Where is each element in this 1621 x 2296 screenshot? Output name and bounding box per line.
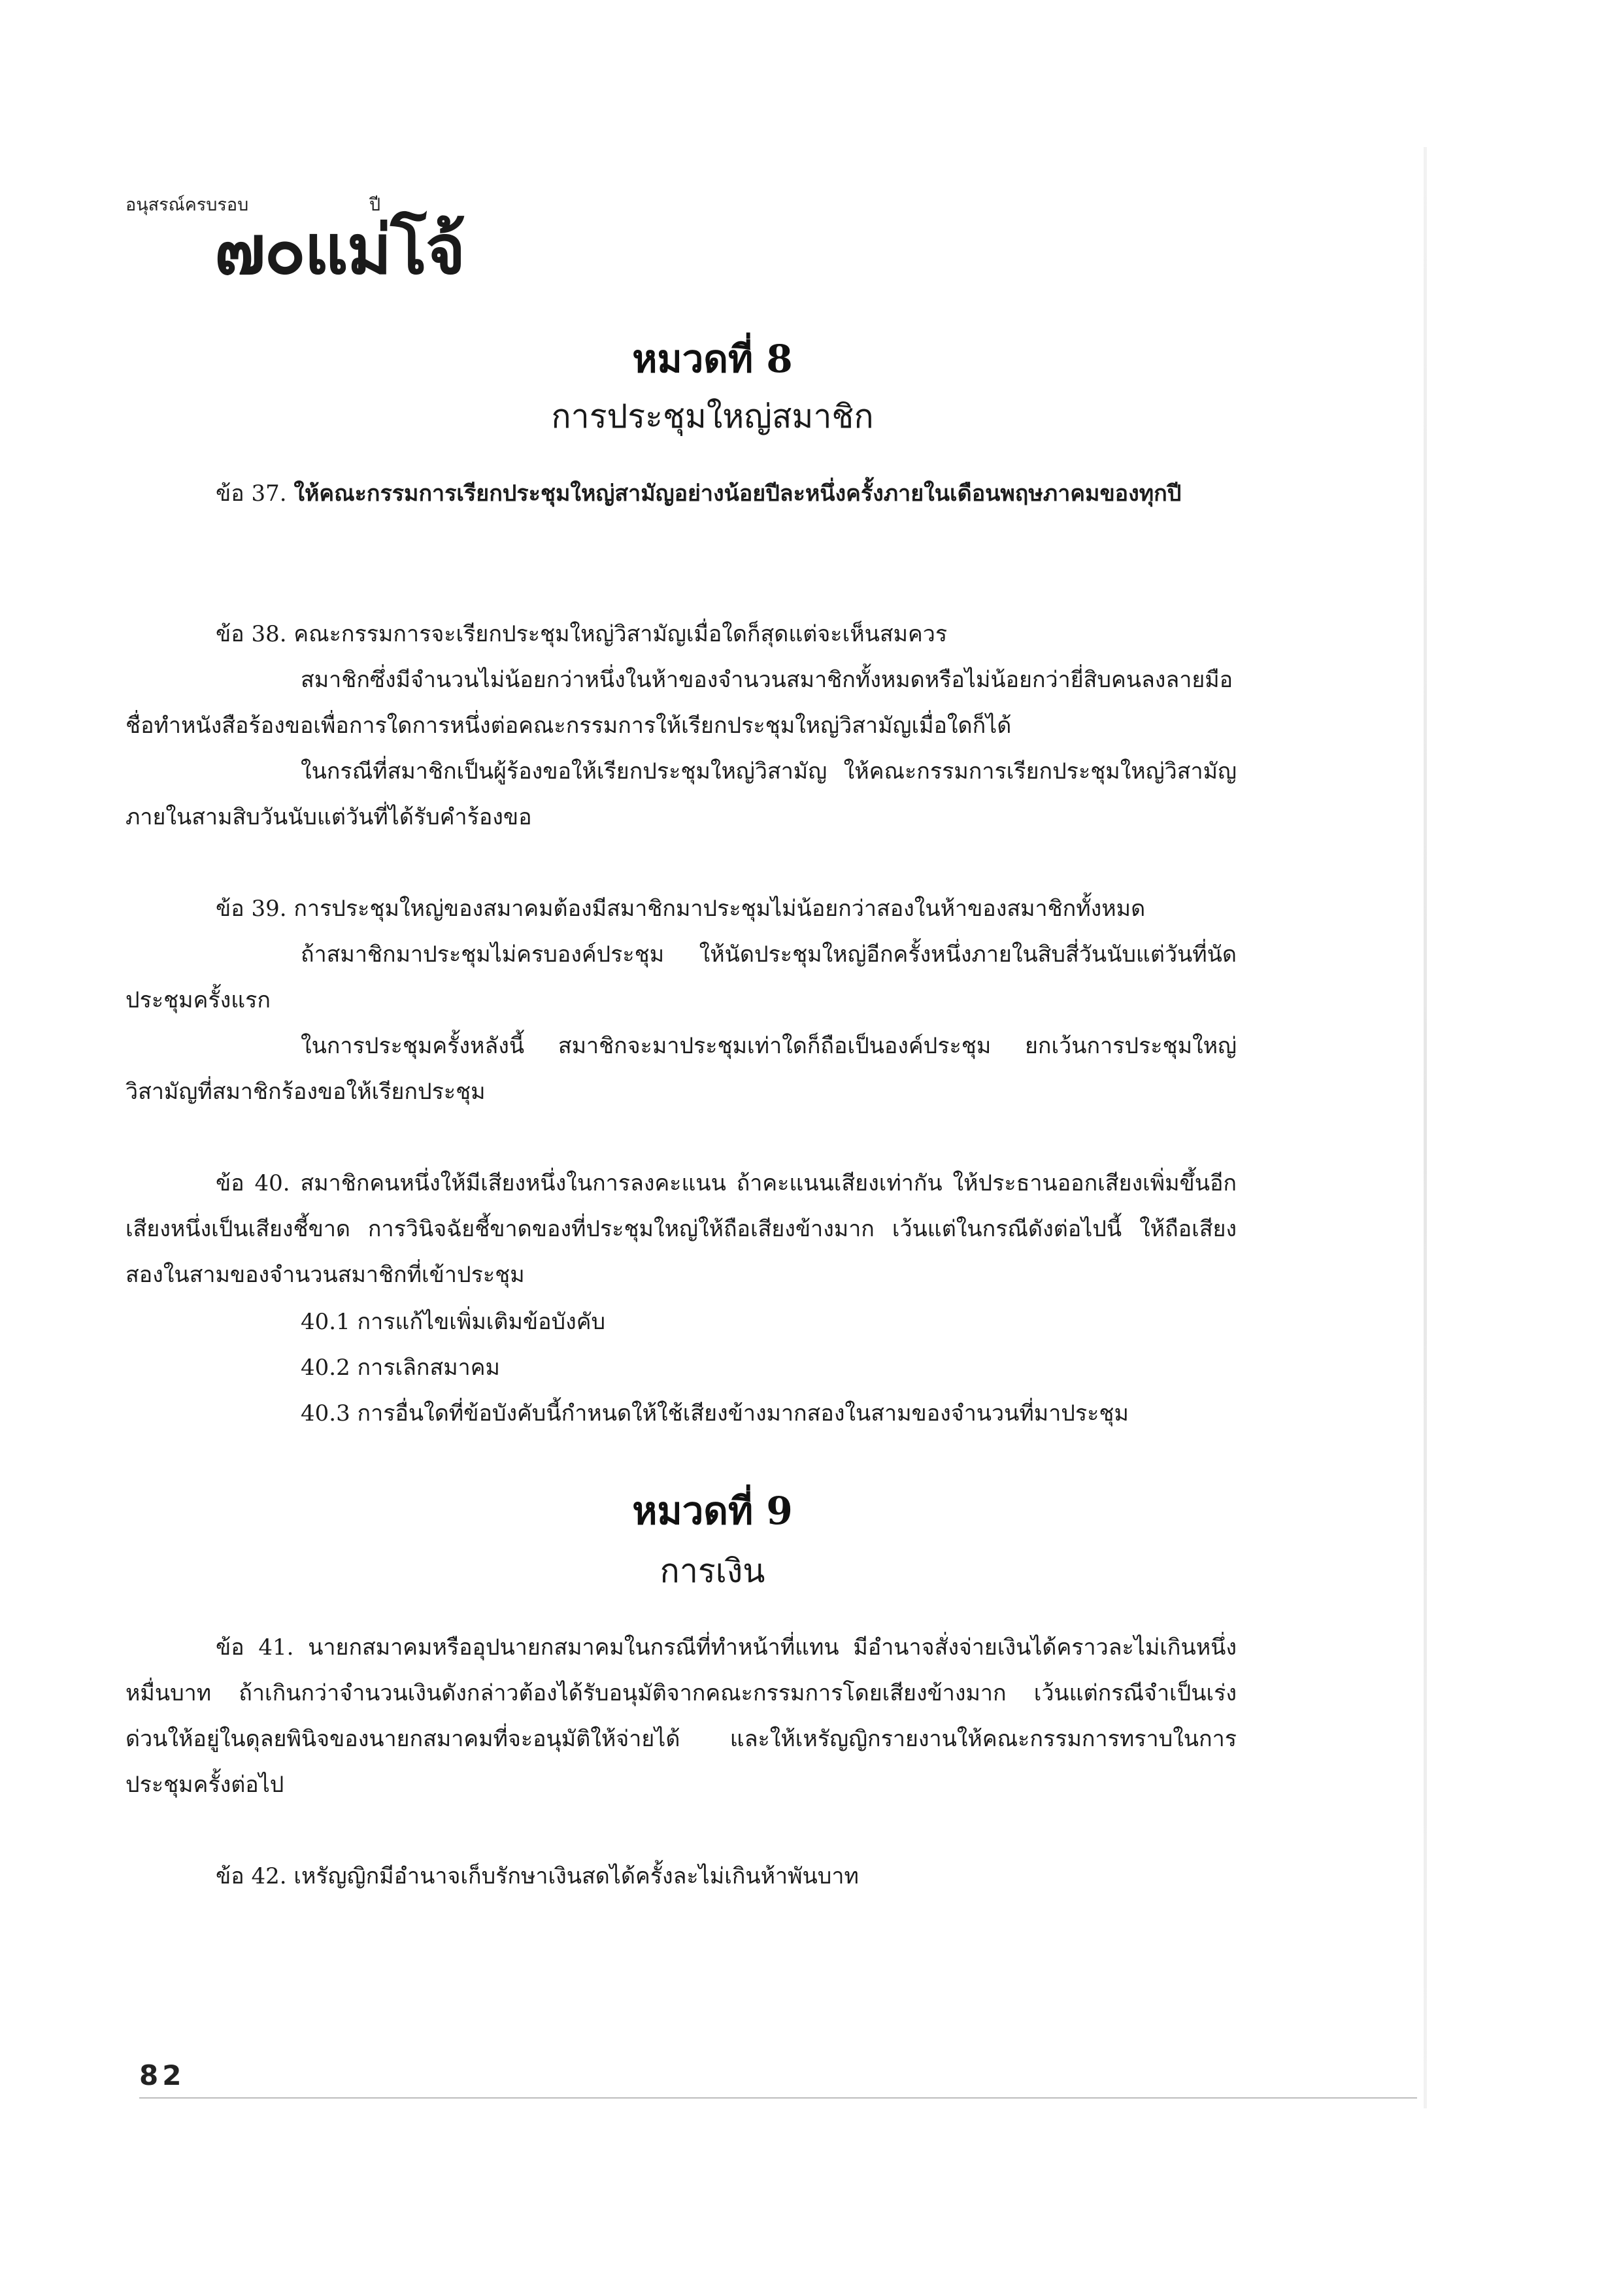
article-40-number: ข้อ 40. (216, 1170, 290, 1196)
article-39-para-1 (125, 886, 1237, 932)
article-40-item-2: 40.2 การเลิกสมาคม (301, 1355, 500, 1381)
anniversary-logo: ๗๐แม่โจ้ (214, 210, 465, 290)
page-number: 82 (139, 2059, 186, 2091)
article-41-text: นายกสมาคมหรืออุปนายกสมาคมในกรณีที่ทำหน้าที่แทน มีอำนาจสั่งจ่ายเงินได้คราวละไม่เกินหนึ่งหมื่นบาท ถ้าเกินกว่าจำนวนเงินดังกล่าวต้องได้รับอนุมัติจากคณะกรรมการโดยเสียงข้างมาก เว้นแต่กรณีจำเป็นเร่งด่วนให้อยู่ในดุลยพินิจของนายกสมาคมที่จะอนุมัติให้จ่ายได้ และให้เหรัญญิกรายงานให้คณะกรรมการทราบในการประชุมครั้งต่อไป (125, 1634, 1237, 1798)
article-39-number: ข้อ 39. (216, 896, 287, 922)
footer-rule (139, 2097, 1417, 2099)
article-40 (125, 1160, 1237, 1298)
logo-years-label: ปี (369, 195, 381, 215)
article-39-para-3 (125, 1023, 1237, 1115)
article-42-text: เหรัญญิกมีอำนาจเก็บรักษาเงินสดได้ครั้งละไม่เกินห้าพันบาท (293, 1863, 859, 1889)
article-39-para-2 (125, 932, 1237, 1023)
chapter-9-subtitle: การเงิน (660, 1552, 765, 1590)
article-41 (125, 1625, 1237, 1808)
article-38-para-2 (125, 657, 1237, 749)
article-38-para-3 (125, 749, 1237, 840)
article-42-number: ข้อ 42. (216, 1863, 287, 1889)
scan-edge-shadow (1424, 147, 1427, 2108)
article-37 (125, 471, 1237, 516)
article-40-text: สมาชิกคนหนึ่งให้มีเสียงหนึ่งในการลงคะแนน ถ้าคะแนนเสียงเท่ากัน ให้ประธานออกเสียงเพิ่มขึ้นอีกเสียงหนึ่งเป็นเสียงชี้ขาด การวินิจฉัยชี้ขาดของที่ประชุมใหญ่ให้ถือเสียงข้างมาก เว้นแต่ในกรณีดังต่อไปนี้ ให้ถือเสียงสองในสามของจำนวนสมาชิกที่เข้าประชุม (125, 1170, 1237, 1288)
article-38-number: ข้อ 38. (216, 621, 287, 647)
article-42 (125, 1853, 1237, 1899)
article-40-item-3: 40.3 การอื่นใดที่ข้อบังคับนี้กำหนดให้ใช้เสียงข้างมากสองในสามของจำนวนที่มาประชุม (301, 1400, 1129, 1427)
article-39-text-2: ถ้าสมาชิกมาประชุมไม่ครบองค์ประชุม ให้นัดประชุมใหญ่อีกครั้งหนึ่งภายในสิบสี่วันนับแต่วันที่นัดประชุมครั้งแรก (125, 941, 1237, 1013)
article-38-para-1 (125, 611, 1237, 657)
article-39-text-3: ในการประชุมครั้งหลังนี้ สมาชิกจะมาประชุมเท่าใดก็ถือเป็นองค์ประชุม ยกเว้นการประชุมใหญ่วิสามัญที่สมาชิกร้องขอให้เรียกประชุม (125, 1033, 1237, 1105)
chapter-9-title: หมวดที่ 9 (632, 1489, 793, 1533)
article-38-text-3: ในกรณีที่สมาชิกเป็นผู้ร้องขอให้เรียกประชุมใหญ่วิสามัญ ให้คณะกรรมการเรียกประชุมใหญ่วิสามัญภายในสามสิบวันนับแต่วันที่ได้รับคำร้องขอ (125, 758, 1237, 830)
article-41-number: ข้อ 41. (216, 1634, 294, 1661)
article-40-item-1: 40.1 การแก้ไขเพิ่มเติมข้อบังคับ (301, 1309, 606, 1335)
logo-prefix-text: อนุสรณ์ครบรอบ (125, 195, 249, 215)
article-37-text: ให้คณะกรรมการเรียกประชุมใหญ่สามัญอย่างน้อยปีละหนึ่งครั้งภายในเดือนพฤษภาคมของทุกปี (293, 481, 1182, 507)
article-37-number: ข้อ 37. (216, 481, 287, 507)
article-38-text-2: สมาชิกซึ่งมีจำนวนไม่น้อยกว่าหนึ่งในห้าของจำนวนสมาชิกทั้งหมดหรือไม่น้อยกว่ายี่สิบคนลงลายมือชื่อทำหนังสือร้องขอเพื่อการใดการหนึ่งต่อคณะกรรมการให้เรียกประชุมใหญ่วิสามัญเมื่อใดก็ได้ (125, 667, 1233, 739)
article-39-text-1: การประชุมใหญ่ของสมาคมต้องมีสมาชิกมาประชุมไม่น้อยกว่าสองในห้าของสมาชิกทั้งหมด (293, 896, 1146, 922)
chapter-8-title: หมวดที่ 8 (632, 337, 793, 381)
article-38-text-1: คณะกรรมการจะเรียกประชุมใหญ่วิสามัญเมื่อใดก็สุดแต่จะเห็นสมควร (293, 621, 948, 647)
chapter-8-subtitle: การประชุมใหญ่สมาชิก (551, 397, 874, 435)
